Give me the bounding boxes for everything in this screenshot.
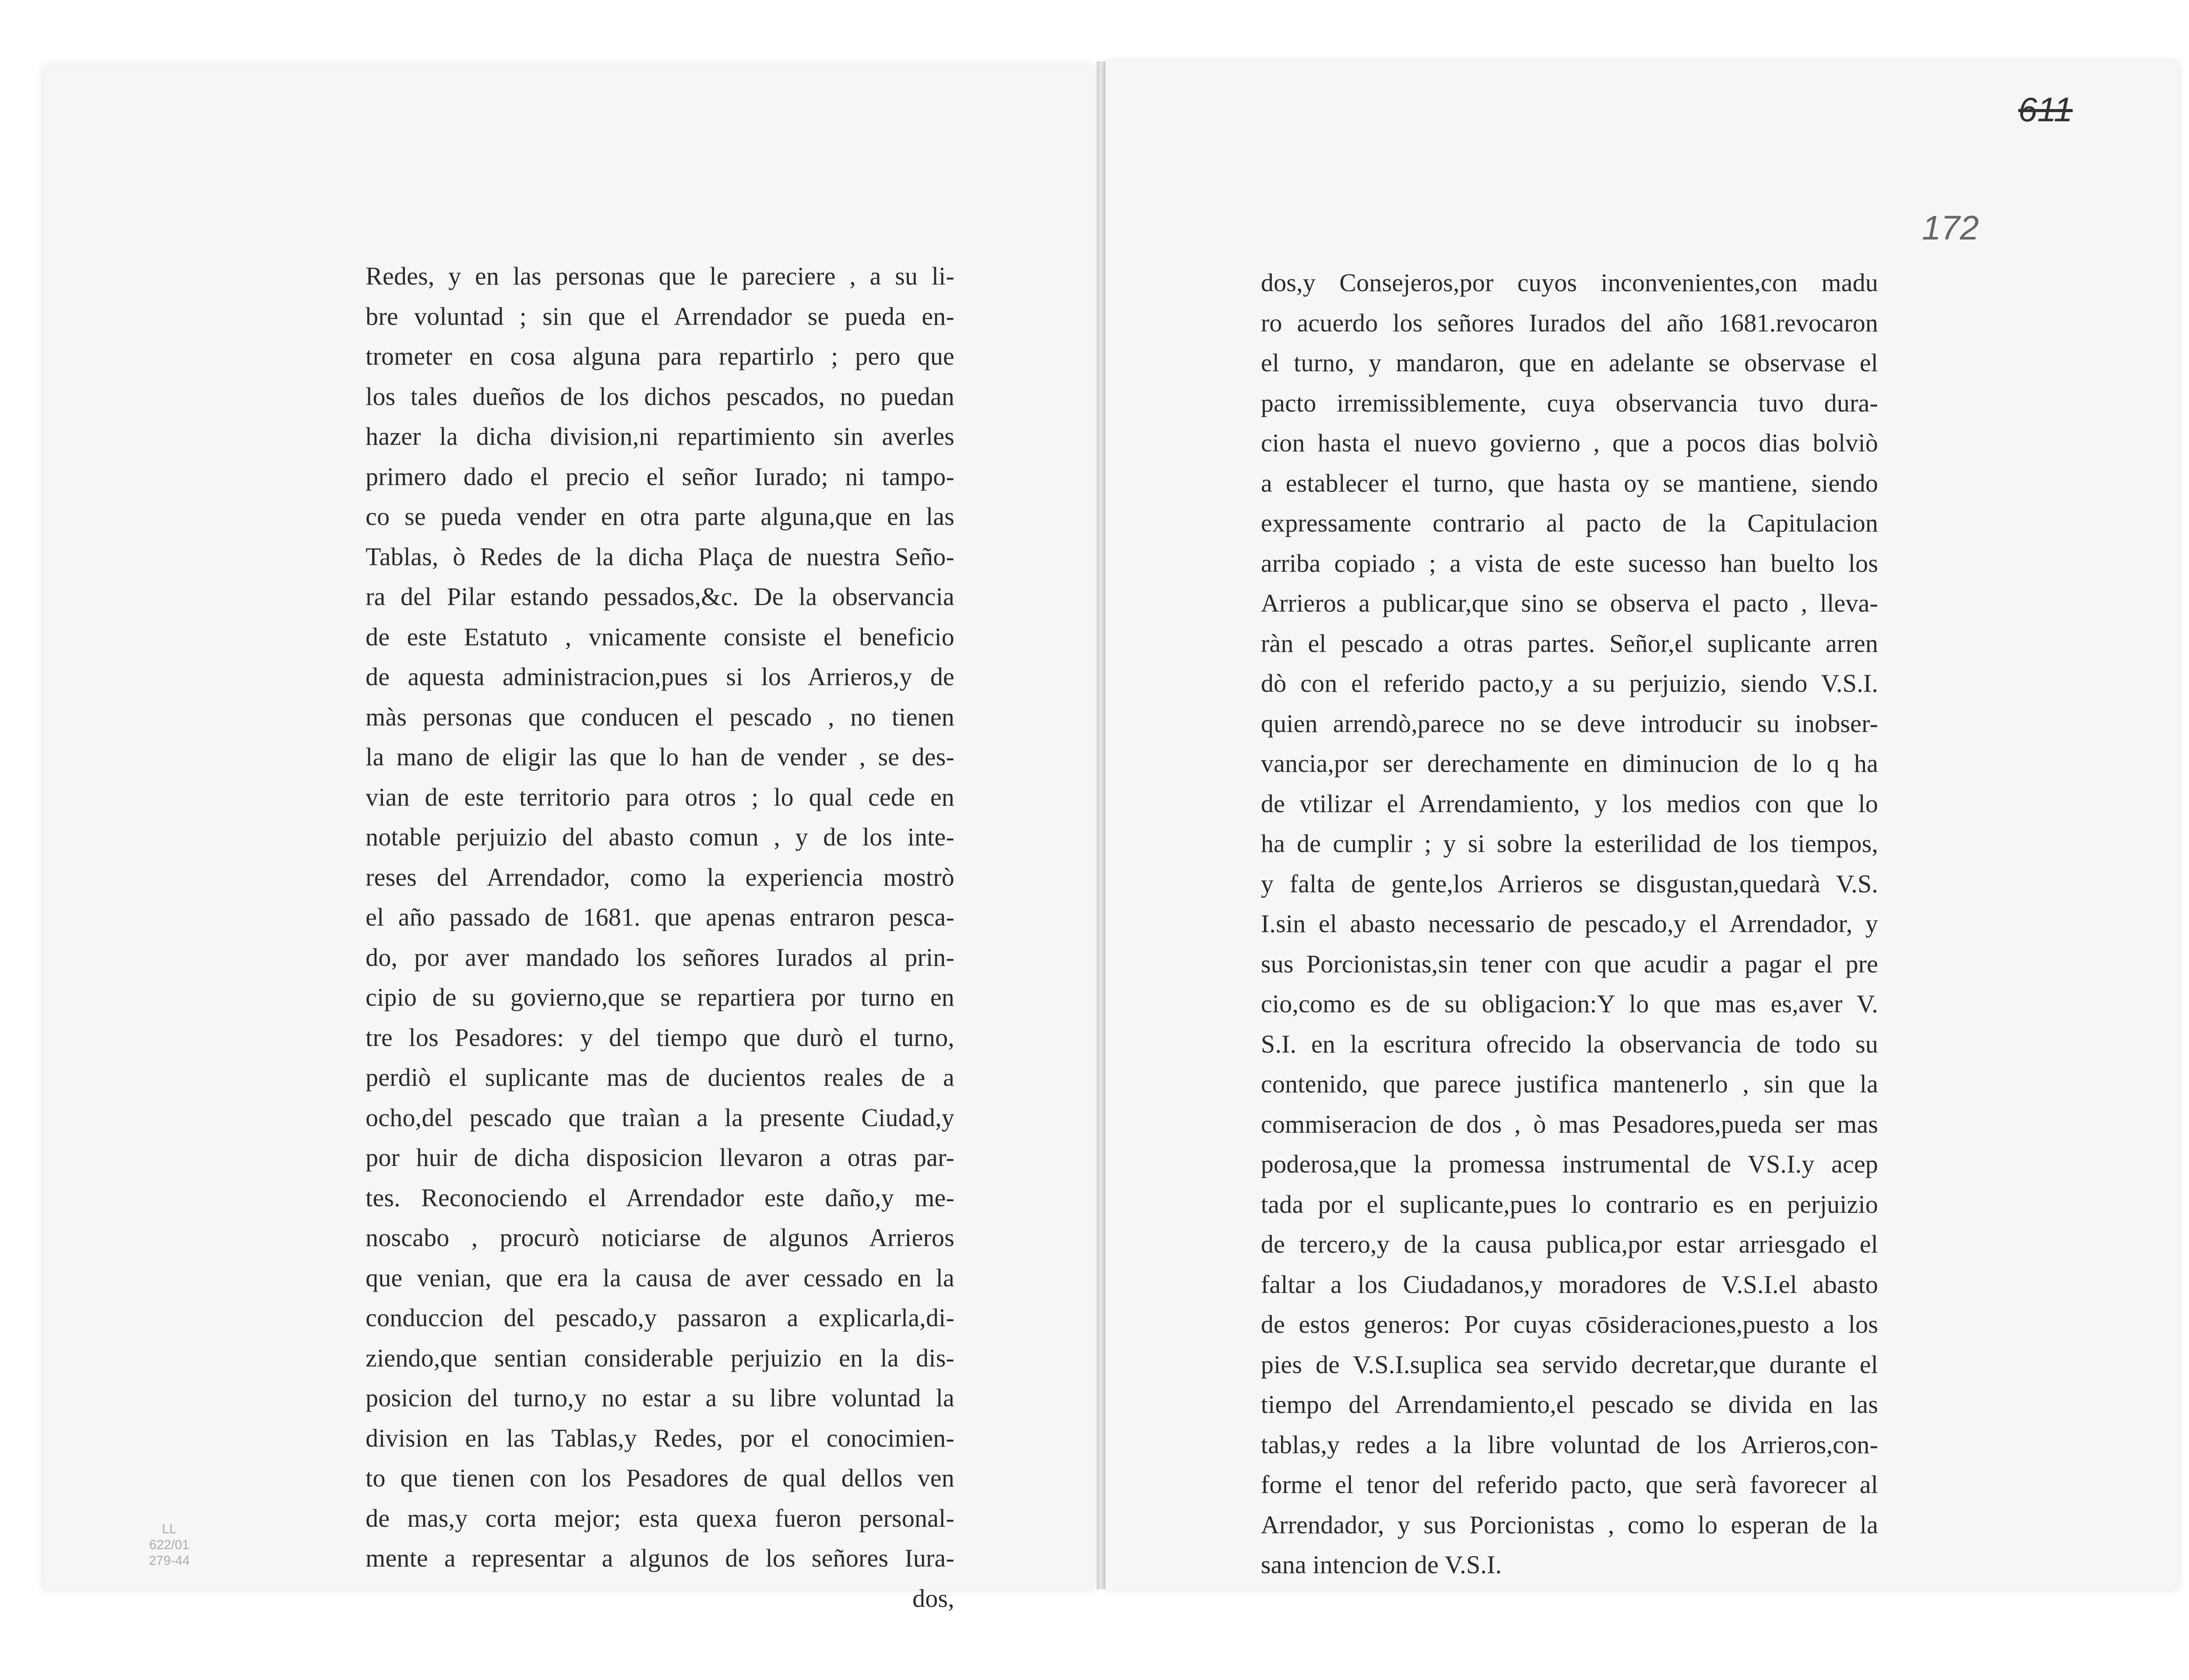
text-line: los tales dueños de los dichos pescados, no puedan xyxy=(366,382,954,411)
text-line: y falta de gente,los Arrieros se disgustan,quedarà V.S. xyxy=(1261,869,1878,898)
text-line: S.I. en la escritura ofrecido la observancia de todo su xyxy=(1261,1029,1878,1058)
text-line: Tablas, ò Redes de la dicha Plaça de nuestra Seño- xyxy=(366,542,954,571)
text-line: cio,como es de su obligacion:Y lo que mas es,aver V. xyxy=(1261,990,1878,1018)
text-line: arriba copiado ; a vista de este sucesso han buelto los xyxy=(1261,549,1878,578)
closing-line: sana intencion de V.S.I. xyxy=(1261,1550,1502,1579)
text-line: reses del Arrendador, como la experiencia mostrò xyxy=(366,863,954,891)
text-line: tada por el suplicante,pues lo contrario es en perjuizio xyxy=(1261,1190,1878,1219)
left-page-text xyxy=(366,256,954,1618)
text-line: Redes, y en las personas que le pareciere , a su li- xyxy=(366,262,954,290)
text-line: commiseracion de dos , ò mas Pesadores,pueda ser mas xyxy=(1261,1109,1878,1138)
right-page-text xyxy=(1261,263,1878,1585)
text-line: do, por aver mandado los señores Iurados al prin- xyxy=(366,943,954,972)
text-line: pacto irremissiblemente, cuya observancia tuvo dura- xyxy=(1261,388,1878,417)
text-line: tiempo del Arrendamiento,el pescado se divida en las xyxy=(1261,1390,1878,1419)
text-line: Arrendador, y sus Porcionistas , como lo esperan de la xyxy=(1261,1510,1878,1539)
text-line: dos,y Consejeros,por cuyos inconvenientes,con madu xyxy=(1261,268,1878,297)
text-line: ocho,del pescado que traìan a la presente Ciudad,y xyxy=(366,1103,954,1132)
text-line: ha de cumplir ; y si sobre la esterilidad de los tiempos, xyxy=(1261,829,1878,858)
text-line: notable perjuizio del abasto comun , y de los inte- xyxy=(366,823,954,851)
text-line: tes. Reconociendo el Arrendador este daño,y me- xyxy=(366,1183,954,1212)
text-line: perdiò el suplicante mas de ducientos reales de a xyxy=(366,1063,954,1092)
folio-number: 611 xyxy=(2018,90,2073,129)
text-line: trometer en cosa alguna para repartirlo ; pero que xyxy=(366,342,954,370)
text-line: tre los Pesadores: y del tiempo que durò el turno, xyxy=(366,1023,954,1052)
text-line: por huir de dicha disposicion llevaron a otras par- xyxy=(366,1143,954,1172)
text-line: vancia,por ser derechamente en diminucion de lo q ha xyxy=(1261,749,1878,778)
text-line: poderosa,que la promessa instrumental de VS.I.y acep xyxy=(1261,1150,1878,1178)
text-line: quien arrendò,parece no se deve introducir su inobser- xyxy=(1261,709,1878,738)
text-line: co se pueda vender en otra parte alguna,que en las xyxy=(366,502,954,531)
text-line: conduccion del pescado,y passaron a explicarla,di- xyxy=(366,1303,954,1332)
text-line: de estos generos: Por cuyas cōsideraciones,puesto a los xyxy=(1261,1310,1878,1338)
text-line: pies de V.S.I.suplica sea servido decretar,que durante el xyxy=(1261,1350,1878,1379)
text-line: noscabo , procurò noticiarse de algunos Arrieros xyxy=(366,1223,954,1252)
shelfmark-line: 279-44 xyxy=(149,1553,190,1568)
text-line: division en las Tablas,y Redes, por el conocimien- xyxy=(366,1423,954,1452)
text-line: ra del Pilar estando pessados,&c. De la observancia xyxy=(366,582,954,611)
shelfmark-line: LL xyxy=(162,1522,177,1536)
text-line: de mas,y corta mejor; esta quexa fueron personal- xyxy=(366,1504,954,1532)
text-line: I.sin el abasto necessario de pescado,y el Arrendador, y xyxy=(1261,909,1878,938)
text-line: bre voluntad ; sin que el Arrendador se pueda en- xyxy=(366,302,954,331)
text-line: hazer la dicha division,ni repartimiento sin averles xyxy=(366,422,954,451)
text-line: ràn el pescado a otras partes. Señor,el suplicante arren xyxy=(1261,629,1878,658)
text-line: vian de este territorio para otros ; lo qual cede en xyxy=(366,782,954,811)
folio-number-secondary: 172 xyxy=(1922,208,1979,247)
text-line: expressamente contrario al pacto de la Capitulacion xyxy=(1261,509,1878,537)
text-line: tablas,y redes a la libre voluntad de los Arrieros,con- xyxy=(1261,1430,1878,1459)
text-line: forme el tenor del referido pacto, que serà favorecer al xyxy=(1261,1470,1878,1499)
text-line: mente a representar a algunos de los señores Iura- xyxy=(366,1544,954,1572)
text-line: ro acuerdo los señores Iurados del año 1681.revocaron xyxy=(1261,308,1878,337)
text-line: de vtilizar el Arrendamiento, y los medios con que lo xyxy=(1261,789,1878,818)
text-line: de este Estatuto , vnicamente consiste el beneficio xyxy=(366,622,954,651)
text-line: màs personas que conducen el pescado , no tienen xyxy=(366,702,954,731)
text-line: Arrieros a publicar,que sino se observa el pacto , lleva- xyxy=(1261,589,1878,617)
text-line: sus Porcionistas,sin tener con que acudir a pagar el pre xyxy=(1261,949,1878,978)
text-line: de tercero,y de la causa publica,por estar arriesgado el xyxy=(1261,1230,1878,1258)
text-line: primero dado el precio el señor Iurado; ni tampo- xyxy=(366,462,954,491)
text-line: el año passado de 1681. que apenas entraron pesca- xyxy=(366,903,954,931)
text-line: dò con el referido pacto,y a su perjuizio, siendo V.S.I. xyxy=(1261,669,1878,697)
text-line: cion hasta el nuevo govierno , que a pocos dias bolviò xyxy=(1261,429,1878,457)
text-line: la mano de eligir las que lo han de vender , se des- xyxy=(366,743,954,771)
text-line: posicion del turno,y no estar a su libre voluntad la xyxy=(366,1384,954,1412)
text-line: de aquesta administracion,pues si los Arrieros,y de xyxy=(366,662,954,691)
text-line: to que tienen con los Pesadores de qual dellos ven xyxy=(366,1464,954,1492)
text-line: que venian, que era la causa de aver cessado en la xyxy=(366,1263,954,1292)
text-line: faltar a los Ciudadanos,y moradores de V.S.I.el abasto xyxy=(1261,1270,1878,1299)
text-line: a establecer el turno, que hasta oy se mantiene, siendo xyxy=(1261,468,1878,497)
shelfmark-line: 622/01 xyxy=(149,1538,190,1552)
book-gutter xyxy=(1097,61,1105,1589)
catchword: dos, xyxy=(912,1584,954,1613)
text-line: ziendo,que sentian considerable perjuizio en la dis- xyxy=(366,1343,954,1372)
shelfmark xyxy=(149,1522,190,1569)
text-line: cipio de su govierno,que se repartiera por turno en xyxy=(366,983,954,1011)
text-line: el turno, y mandaron, que en adelante se observase el xyxy=(1261,349,1878,377)
text-line: contenido, que parece justifica mantenerlo , sin que la xyxy=(1261,1070,1878,1098)
